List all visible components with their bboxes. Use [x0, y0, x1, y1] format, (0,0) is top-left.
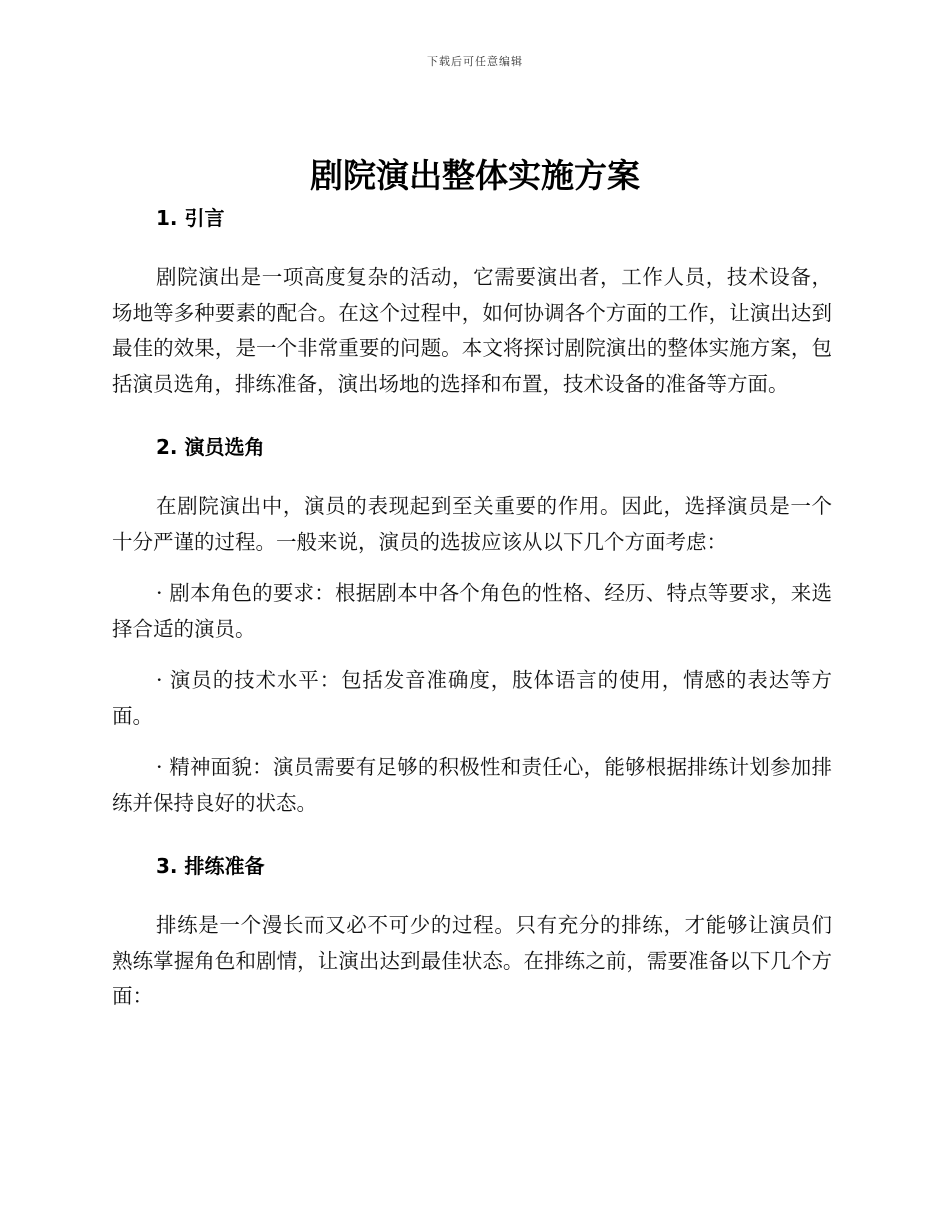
paragraph: 剧院演出是一项高度复杂的活动，它需要演出者，工作人员，技术设备，场地等多种要素的配合。在这个过程中，如何协调各个方面的工作，让演出达到最佳的效果，是一个非常重要的问题。本文将探讨剧院演出的整体实施方案，包括演员选角，排练准备，演出场地的选择和布置，技术设备的准备等方面。 [112, 265, 832, 396]
section-actor-casting [112, 427, 832, 821]
paragraph: 排练是一个漫长而又必不可少的过程。只有充分的排练，才能够让演员们熟练掌握角色和剧情，让演出达到最佳状态。在排练之前，需要准备以下几个方面： [112, 913, 832, 1008]
document-title: 剧院演出整体实施方案 [310, 156, 640, 195]
section-heading: 1. 引言 [156, 206, 225, 230]
section-heading: 2. 演员选角 [156, 435, 265, 459]
document-body [112, 198, 832, 1015]
bullet-item: · 精神面貌：演员需要有足够的积极性和责任心，能够根据排练计划参加排练并保持良好的状态。 [112, 755, 832, 815]
page-header: 下载后可任意编辑 [427, 55, 523, 68]
section-rehearsal-preparation [112, 846, 832, 1015]
bullet-item: · 演员的技术水平：包括发音准确度，肢体语言的使用，情感的表达等方面。 [112, 668, 832, 728]
paragraph: 在剧院演出中，演员的表现起到至关重要的作用。因此，选择演员是一个十分严谨的过程。一般来说，演员的选拔应该从以下几个方面考虑： [112, 494, 832, 554]
section-heading: 3. 排练准备 [156, 854, 265, 878]
bullet-item: · 剧本角色的要求：根据剧本中各个角色的性格、经历、特点等要求，来选择合适的演员。 [112, 581, 832, 641]
section-introduction [112, 198, 832, 402]
